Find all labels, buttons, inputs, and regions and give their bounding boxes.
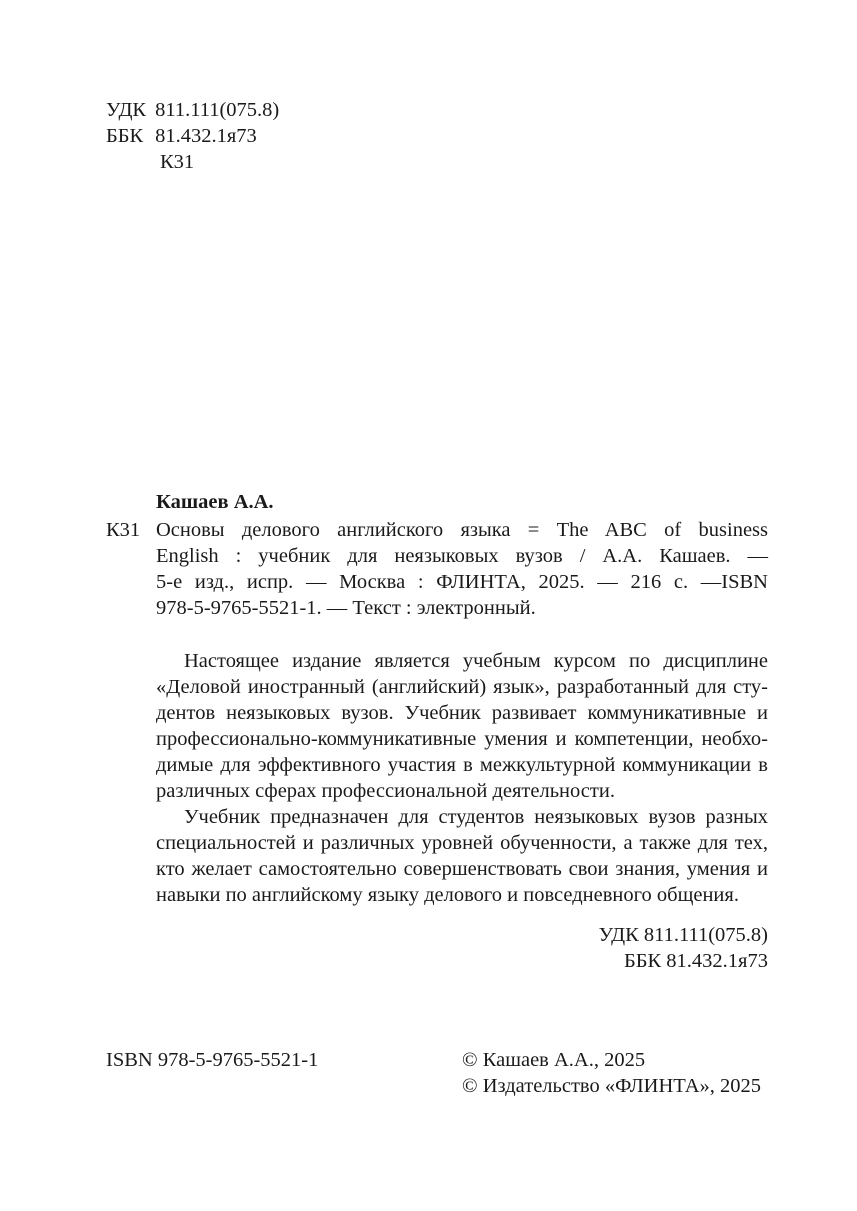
annotation-line: различных сферах профессиональной деятельности. (156, 780, 615, 802)
biblio-line: 978-5-9765-5521-1. — Текст : электронный. (156, 597, 536, 619)
annotation-line: Настоящее издание является учебным курсом по дисциплине (184, 650, 768, 672)
annotation-line: «Деловой иностранный (английский) язык», разработанный для сту- (156, 676, 768, 698)
biblio-line: English : учебник для неязыковых вузов / А.А. Кашаев. — (156, 545, 768, 567)
annotation-line: дентов неязыковых вузов. Учебник развивает коммуникативные и (156, 702, 768, 724)
top-classification-block (106, 97, 279, 175)
bibliographic-record (156, 517, 768, 621)
biblio-line: Основы делового английского языка = The ABC of business (156, 519, 768, 541)
author-heading: Кашаев А.А. (156, 491, 274, 513)
annotation-line: навыки по английскому языку делового и повседневного общения. (156, 884, 739, 906)
annotation-line: кто желает самостоятельно совершенствовать свои знания, умения и (156, 858, 768, 880)
top-bbk-row (106, 123, 279, 149)
annotation-line: димые для эффективного участия в межкультурной коммуникации в (156, 754, 768, 776)
isbn: ISBN 978-5-9765-5521-1 (106, 1049, 319, 1071)
record-cutter-mark: К31 (106, 519, 141, 541)
annotation-line: Учебник предназначен для студентов неязыковых вузов разных (184, 806, 768, 828)
copyright-author: © Кашаев А.А., 2025 (462, 1049, 646, 1071)
annotation-line: специальностей и различных уровней обученности, а также для тех, (156, 832, 768, 854)
copyright-publisher: © Издательство «ФЛИНТА», 2025 (462, 1075, 762, 1097)
annotation-paragraph-2 (156, 804, 768, 908)
annotation-line: профессионально-коммуникативные умения и компетенции, необхо- (156, 728, 768, 750)
top-bbk-label: ББК (106, 125, 144, 147)
annotation-paragraph-1 (156, 648, 768, 804)
top-udk-row (106, 97, 279, 123)
bottom-classification-block (599, 922, 768, 974)
biblio-line: 5-е изд., испр. — Москва : ФЛИНТА, 2025. — 216 с. —ISBN (156, 571, 768, 593)
top-bbk-value: 81.432.1я73 (155, 125, 257, 147)
bottom-udk: УДК 811.111(075.8) (598, 924, 768, 946)
top-udk-label: УДК (106, 99, 147, 121)
bottom-bbk: ББК 81.432.1я73 (623, 950, 768, 972)
annotation (156, 648, 768, 908)
copyright-block (462, 1047, 761, 1099)
top-cutter-code: К31 (160, 151, 195, 173)
top-udk-value: 811.111(075.8) (155, 99, 280, 121)
